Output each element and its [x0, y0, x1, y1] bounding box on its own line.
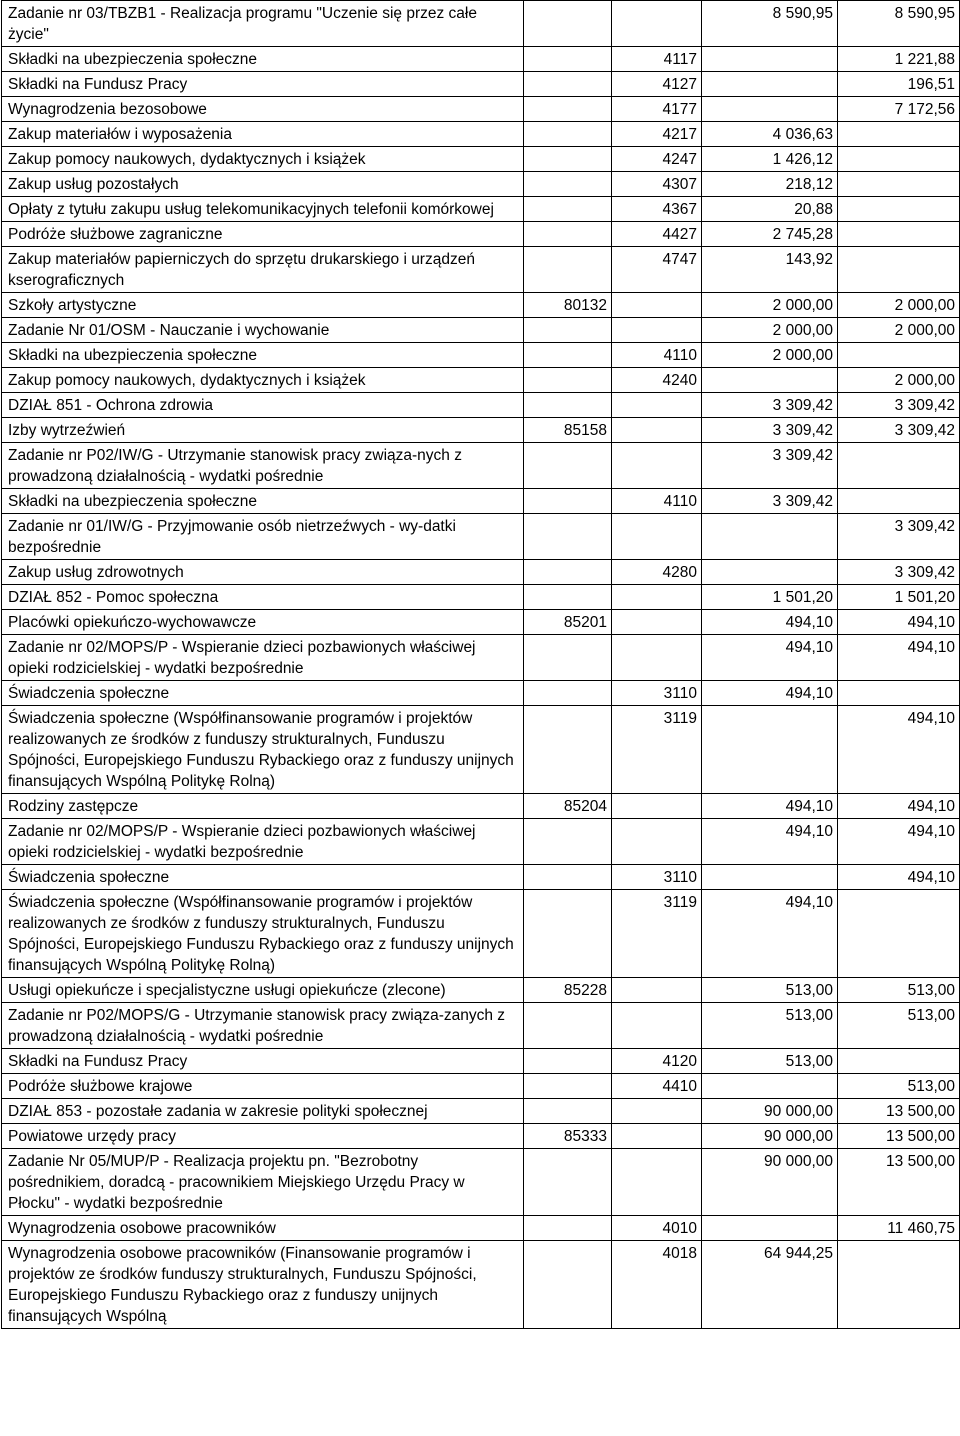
row-chapter-cell [524, 222, 612, 247]
row-chapter-cell [524, 1216, 612, 1241]
table-row [2, 706, 960, 794]
row-plan-cell [702, 368, 838, 393]
row-plan-cell: 2 000,00 [702, 318, 838, 343]
row-name-cell: Zadanie Nr 05/MUP/P - Realizacja projektu pn. "Bezrobotny pośrednikiem, doradcą - pracownikiem Miejskiego Urzędu Pracy w Płocku" - wydatki bezpośrednie [2, 1149, 524, 1216]
row-name-cell: Podróże służbowe zagraniczne [2, 222, 524, 247]
row-paragraph-cell: 4410 [612, 1074, 702, 1099]
row-paragraph-cell: 4120 [612, 1049, 702, 1074]
row-chapter-cell: 85201 [524, 610, 612, 635]
row-name-cell: Składki na ubezpieczenia społeczne [2, 489, 524, 514]
row-plan-cell: 64 944,25 [702, 1241, 838, 1329]
row-execution-cell [838, 172, 960, 197]
row-execution-cell [838, 443, 960, 489]
row-execution-cell: 13 500,00 [838, 1124, 960, 1149]
row-plan-cell: 90 000,00 [702, 1149, 838, 1216]
table-row [2, 1124, 960, 1149]
table-row [2, 72, 960, 97]
row-execution-cell: 2 000,00 [838, 368, 960, 393]
row-paragraph-cell: 4240 [612, 368, 702, 393]
row-execution-cell: 494,10 [838, 610, 960, 635]
row-chapter-cell [524, 585, 612, 610]
row-execution-cell: 513,00 [838, 1074, 960, 1099]
row-plan-cell: 90 000,00 [702, 1124, 838, 1149]
row-plan-cell: 4 036,63 [702, 122, 838, 147]
row-plan-cell: 513,00 [702, 1049, 838, 1074]
table-row [2, 1, 960, 47]
row-plan-cell: 513,00 [702, 1003, 838, 1049]
table-row [2, 247, 960, 293]
row-paragraph-cell: 4427 [612, 222, 702, 247]
row-name-cell: Zadanie nr P02/IW/G - Utrzymanie stanowisk pracy związa-nych z prowadzoną działalnością - wydatki pośrednie [2, 443, 524, 489]
row-paragraph-cell [612, 293, 702, 318]
row-chapter-cell [524, 681, 612, 706]
row-plan-cell: 8 590,95 [702, 1, 838, 47]
table-row [2, 1241, 960, 1329]
row-plan-cell: 494,10 [702, 794, 838, 819]
row-plan-cell: 1 426,12 [702, 147, 838, 172]
table-row [2, 585, 960, 610]
table-row [2, 819, 960, 865]
row-plan-cell [702, 1074, 838, 1099]
row-plan-cell: 3 309,42 [702, 393, 838, 418]
row-paragraph-cell [612, 610, 702, 635]
row-execution-cell: 494,10 [838, 635, 960, 681]
row-paragraph-cell: 4110 [612, 489, 702, 514]
row-plan-cell: 2 745,28 [702, 222, 838, 247]
row-name-cell: Zadanie nr 02/MOPS/P - Wspieranie dzieci pozbawionych właściwej opieki rodzicielskiej - wydatki bezpośrednie [2, 635, 524, 681]
row-paragraph-cell [612, 1003, 702, 1049]
row-chapter-cell [524, 635, 612, 681]
row-execution-cell [838, 343, 960, 368]
row-name-cell: Szkoły artystyczne [2, 293, 524, 318]
row-paragraph-cell: 4117 [612, 47, 702, 72]
row-paragraph-cell [612, 978, 702, 1003]
row-name-cell: Zakup pomocy naukowych, dydaktycznych i książek [2, 147, 524, 172]
table-row [2, 122, 960, 147]
table-row [2, 293, 960, 318]
row-name-cell: Składki na ubezpieczenia społeczne [2, 47, 524, 72]
row-name-cell: Wynagrodzenia osobowe pracowników (Finansowanie programów i projektów ze środków funduszy strukturalnych, Funduszu Spójności, Europejskiego Funduszu Rybackiego oraz z funduszy unijnych finansujących Wspólną [2, 1241, 524, 1329]
row-paragraph-cell: 4127 [612, 72, 702, 97]
row-execution-cell: 13 500,00 [838, 1149, 960, 1216]
row-plan-cell: 494,10 [702, 890, 838, 978]
row-plan-cell: 90 000,00 [702, 1099, 838, 1124]
table-row [2, 635, 960, 681]
row-chapter-cell [524, 97, 612, 122]
table-row [2, 865, 960, 890]
row-name-cell: Opłaty z tytułu zakupu usług telekomunikacyjnych telefonii komórkowej [2, 197, 524, 222]
row-execution-cell [838, 147, 960, 172]
table-row [2, 794, 960, 819]
row-execution-cell: 494,10 [838, 819, 960, 865]
row-execution-cell [838, 197, 960, 222]
row-name-cell: Składki na Fundusz Pracy [2, 1049, 524, 1074]
row-paragraph-cell [612, 418, 702, 443]
row-name-cell: Świadczenia społeczne [2, 681, 524, 706]
row-execution-cell: 513,00 [838, 1003, 960, 1049]
row-chapter-cell [524, 560, 612, 585]
table-row [2, 418, 960, 443]
row-chapter-cell [524, 47, 612, 72]
row-plan-cell: 3 309,42 [702, 489, 838, 514]
row-name-cell: Zakup usług zdrowotnych [2, 560, 524, 585]
row-plan-cell: 20,88 [702, 197, 838, 222]
row-execution-cell: 494,10 [838, 794, 960, 819]
row-name-cell: Zadanie nr 02/MOPS/P - Wspieranie dzieci pozbawionych właściwej opieki rodzicielskiej - wydatki bezpośrednie [2, 819, 524, 865]
row-chapter-cell [524, 368, 612, 393]
table-row [2, 318, 960, 343]
row-plan-cell: 494,10 [702, 635, 838, 681]
row-paragraph-cell [612, 635, 702, 681]
row-chapter-cell [524, 1099, 612, 1124]
row-name-cell: Placówki opiekuńczo-wychowawcze [2, 610, 524, 635]
row-name-cell: Świadczenia społeczne (Współfinansowanie programów i projektów realizowanych ze środków z funduszy strukturalnych, Funduszu Spójności, Europejskiego Funduszu Rybackiego oraz z funduszy unijnych finansujących Wspólną Politykę Rolną) [2, 706, 524, 794]
table-row [2, 47, 960, 72]
row-chapter-cell: 85204 [524, 794, 612, 819]
row-execution-cell: 3 309,42 [838, 560, 960, 585]
row-chapter-cell [524, 443, 612, 489]
row-chapter-cell [524, 1003, 612, 1049]
table-row [2, 368, 960, 393]
row-execution-cell: 2 000,00 [838, 293, 960, 318]
row-plan-cell: 2 000,00 [702, 343, 838, 368]
row-name-cell: DZIAŁ 852 - Pomoc społeczna [2, 585, 524, 610]
row-name-cell: Podróże służbowe krajowe [2, 1074, 524, 1099]
row-name-cell: Zakup materiałów papierniczych do sprzętu drukarskiego i urządzeń kserograficznych [2, 247, 524, 293]
row-plan-cell [702, 97, 838, 122]
row-plan-cell [702, 1216, 838, 1241]
row-name-cell: Powiatowe urzędy pracy [2, 1124, 524, 1149]
row-execution-cell: 11 460,75 [838, 1216, 960, 1241]
row-chapter-cell [524, 1074, 612, 1099]
row-name-cell: Usługi opiekuńcze i specjalistyczne usługi opiekuńcze (zlecone) [2, 978, 524, 1003]
row-execution-cell: 7 172,56 [838, 97, 960, 122]
row-execution-cell: 13 500,00 [838, 1099, 960, 1124]
row-paragraph-cell [612, 1099, 702, 1124]
row-name-cell: Zakup pomocy naukowych, dydaktycznych i książek [2, 368, 524, 393]
row-execution-cell: 8 590,95 [838, 1, 960, 47]
row-chapter-cell [524, 1241, 612, 1329]
row-paragraph-cell: 3119 [612, 706, 702, 794]
row-execution-cell [838, 681, 960, 706]
row-chapter-cell [524, 1149, 612, 1216]
row-chapter-cell [524, 147, 612, 172]
row-name-cell: Świadczenia społeczne (Współfinansowanie programów i projektów realizowanych ze środków z funduszy strukturalnych, Funduszu Spójności, Europejskiego Funduszu Rybackiego oraz z funduszy unijnych finansujących Wspólną Politykę Rolną) [2, 890, 524, 978]
row-plan-cell: 143,92 [702, 247, 838, 293]
row-chapter-cell [524, 1, 612, 47]
row-execution-cell: 3 309,42 [838, 514, 960, 560]
table-row [2, 1074, 960, 1099]
row-chapter-cell [524, 122, 612, 147]
table-row [2, 514, 960, 560]
row-plan-cell [702, 865, 838, 890]
table-row [2, 890, 960, 978]
row-chapter-cell [524, 1049, 612, 1074]
table-row [2, 489, 960, 514]
table-row [2, 1003, 960, 1049]
row-paragraph-cell: 4217 [612, 122, 702, 147]
table-row [2, 978, 960, 1003]
row-execution-cell: 1 501,20 [838, 585, 960, 610]
row-paragraph-cell [612, 819, 702, 865]
table-row [2, 172, 960, 197]
row-plan-cell: 2 000,00 [702, 293, 838, 318]
row-paragraph-cell [612, 1, 702, 47]
row-chapter-cell [524, 890, 612, 978]
row-execution-cell: 494,10 [838, 706, 960, 794]
row-paragraph-cell [612, 514, 702, 560]
row-plan-cell: 513,00 [702, 978, 838, 1003]
row-execution-cell: 196,51 [838, 72, 960, 97]
row-name-cell: Świadczenia społeczne [2, 865, 524, 890]
table-row [2, 681, 960, 706]
row-chapter-cell [524, 172, 612, 197]
row-chapter-cell [524, 197, 612, 222]
row-execution-cell [838, 222, 960, 247]
row-execution-cell [838, 122, 960, 147]
row-name-cell: Izby wytrzeźwień [2, 418, 524, 443]
row-name-cell: DZIAŁ 853 - pozostałe zadania w zakresie polityki społecznej [2, 1099, 524, 1124]
row-plan-cell [702, 72, 838, 97]
table-row [2, 1216, 960, 1241]
row-paragraph-cell: 4247 [612, 147, 702, 172]
row-execution-cell: 494,10 [838, 865, 960, 890]
row-paragraph-cell: 3119 [612, 890, 702, 978]
row-name-cell: Zadanie nr 03/TBZB1 - Realizacja programu "Uczenie się przez całe życie" [2, 1, 524, 47]
table-row [2, 97, 960, 122]
row-execution-cell: 3 309,42 [838, 418, 960, 443]
row-execution-cell [838, 1049, 960, 1074]
row-execution-cell: 513,00 [838, 978, 960, 1003]
row-plan-cell [702, 514, 838, 560]
row-plan-cell: 1 501,20 [702, 585, 838, 610]
row-paragraph-cell: 4177 [612, 97, 702, 122]
row-paragraph-cell: 4280 [612, 560, 702, 585]
table-row [2, 610, 960, 635]
row-plan-cell: 3 309,42 [702, 418, 838, 443]
table-row [2, 197, 960, 222]
row-execution-cell [838, 1241, 960, 1329]
row-paragraph-cell [612, 794, 702, 819]
row-execution-cell: 2 000,00 [838, 318, 960, 343]
row-chapter-cell [524, 706, 612, 794]
table-row [2, 1099, 960, 1124]
row-name-cell: Zadanie Nr 01/OSM - Nauczanie i wychowanie [2, 318, 524, 343]
row-plan-cell [702, 706, 838, 794]
row-chapter-cell: 85333 [524, 1124, 612, 1149]
row-paragraph-cell: 3110 [612, 681, 702, 706]
table-row [2, 393, 960, 418]
row-paragraph-cell: 4010 [612, 1216, 702, 1241]
row-plan-cell [702, 560, 838, 585]
table-row [2, 147, 960, 172]
table-row [2, 1049, 960, 1074]
row-chapter-cell: 85158 [524, 418, 612, 443]
row-plan-cell: 3 309,42 [702, 443, 838, 489]
table-row [2, 1149, 960, 1216]
row-paragraph-cell [612, 1149, 702, 1216]
row-chapter-cell [524, 72, 612, 97]
row-plan-cell: 494,10 [702, 819, 838, 865]
row-name-cell: Wynagrodzenia bezosobowe [2, 97, 524, 122]
row-name-cell: Zakup usług pozostałych [2, 172, 524, 197]
row-chapter-cell: 80132 [524, 293, 612, 318]
row-paragraph-cell: 4110 [612, 343, 702, 368]
row-plan-cell: 218,12 [702, 172, 838, 197]
row-name-cell: Składki na ubezpieczenia społeczne [2, 343, 524, 368]
row-paragraph-cell [612, 393, 702, 418]
row-paragraph-cell: 4018 [612, 1241, 702, 1329]
table-row [2, 560, 960, 585]
row-execution-cell: 1 221,88 [838, 47, 960, 72]
table-row [2, 222, 960, 247]
row-execution-cell: 3 309,42 [838, 393, 960, 418]
row-name-cell: DZIAŁ 851 - Ochrona zdrowia [2, 393, 524, 418]
budget-table-body [2, 1, 960, 1329]
row-name-cell: Rodziny zastępcze [2, 794, 524, 819]
row-chapter-cell [524, 819, 612, 865]
row-paragraph-cell: 3110 [612, 865, 702, 890]
row-paragraph-cell: 4307 [612, 172, 702, 197]
row-paragraph-cell [612, 585, 702, 610]
row-name-cell: Składki na Fundusz Pracy [2, 72, 524, 97]
row-name-cell: Zadanie nr P02/MOPS/G - Utrzymanie stanowisk pracy związa-zanych z prowadzoną działalnością - wydatki pośrednie [2, 1003, 524, 1049]
row-paragraph-cell [612, 443, 702, 489]
row-plan-cell: 494,10 [702, 681, 838, 706]
budget-table [1, 0, 960, 1329]
row-plan-cell [702, 47, 838, 72]
row-name-cell: Wynagrodzenia osobowe pracowników [2, 1216, 524, 1241]
row-paragraph-cell [612, 1124, 702, 1149]
row-paragraph-cell [612, 318, 702, 343]
row-name-cell: Zadanie nr 01/IW/G - Przyjmowanie osób nietrzeźwych - wy-datki bezpośrednie [2, 514, 524, 560]
row-chapter-cell [524, 865, 612, 890]
row-chapter-cell [524, 514, 612, 560]
row-paragraph-cell: 4747 [612, 247, 702, 293]
row-chapter-cell [524, 318, 612, 343]
row-paragraph-cell: 4367 [612, 197, 702, 222]
row-execution-cell [838, 247, 960, 293]
row-chapter-cell [524, 489, 612, 514]
row-chapter-cell [524, 343, 612, 368]
row-execution-cell [838, 890, 960, 978]
row-name-cell: Zakup materiałów i wyposażenia [2, 122, 524, 147]
row-execution-cell [838, 489, 960, 514]
row-plan-cell: 494,10 [702, 610, 838, 635]
table-row [2, 343, 960, 368]
table-row [2, 443, 960, 489]
row-chapter-cell: 85228 [524, 978, 612, 1003]
row-chapter-cell [524, 247, 612, 293]
row-chapter-cell [524, 393, 612, 418]
